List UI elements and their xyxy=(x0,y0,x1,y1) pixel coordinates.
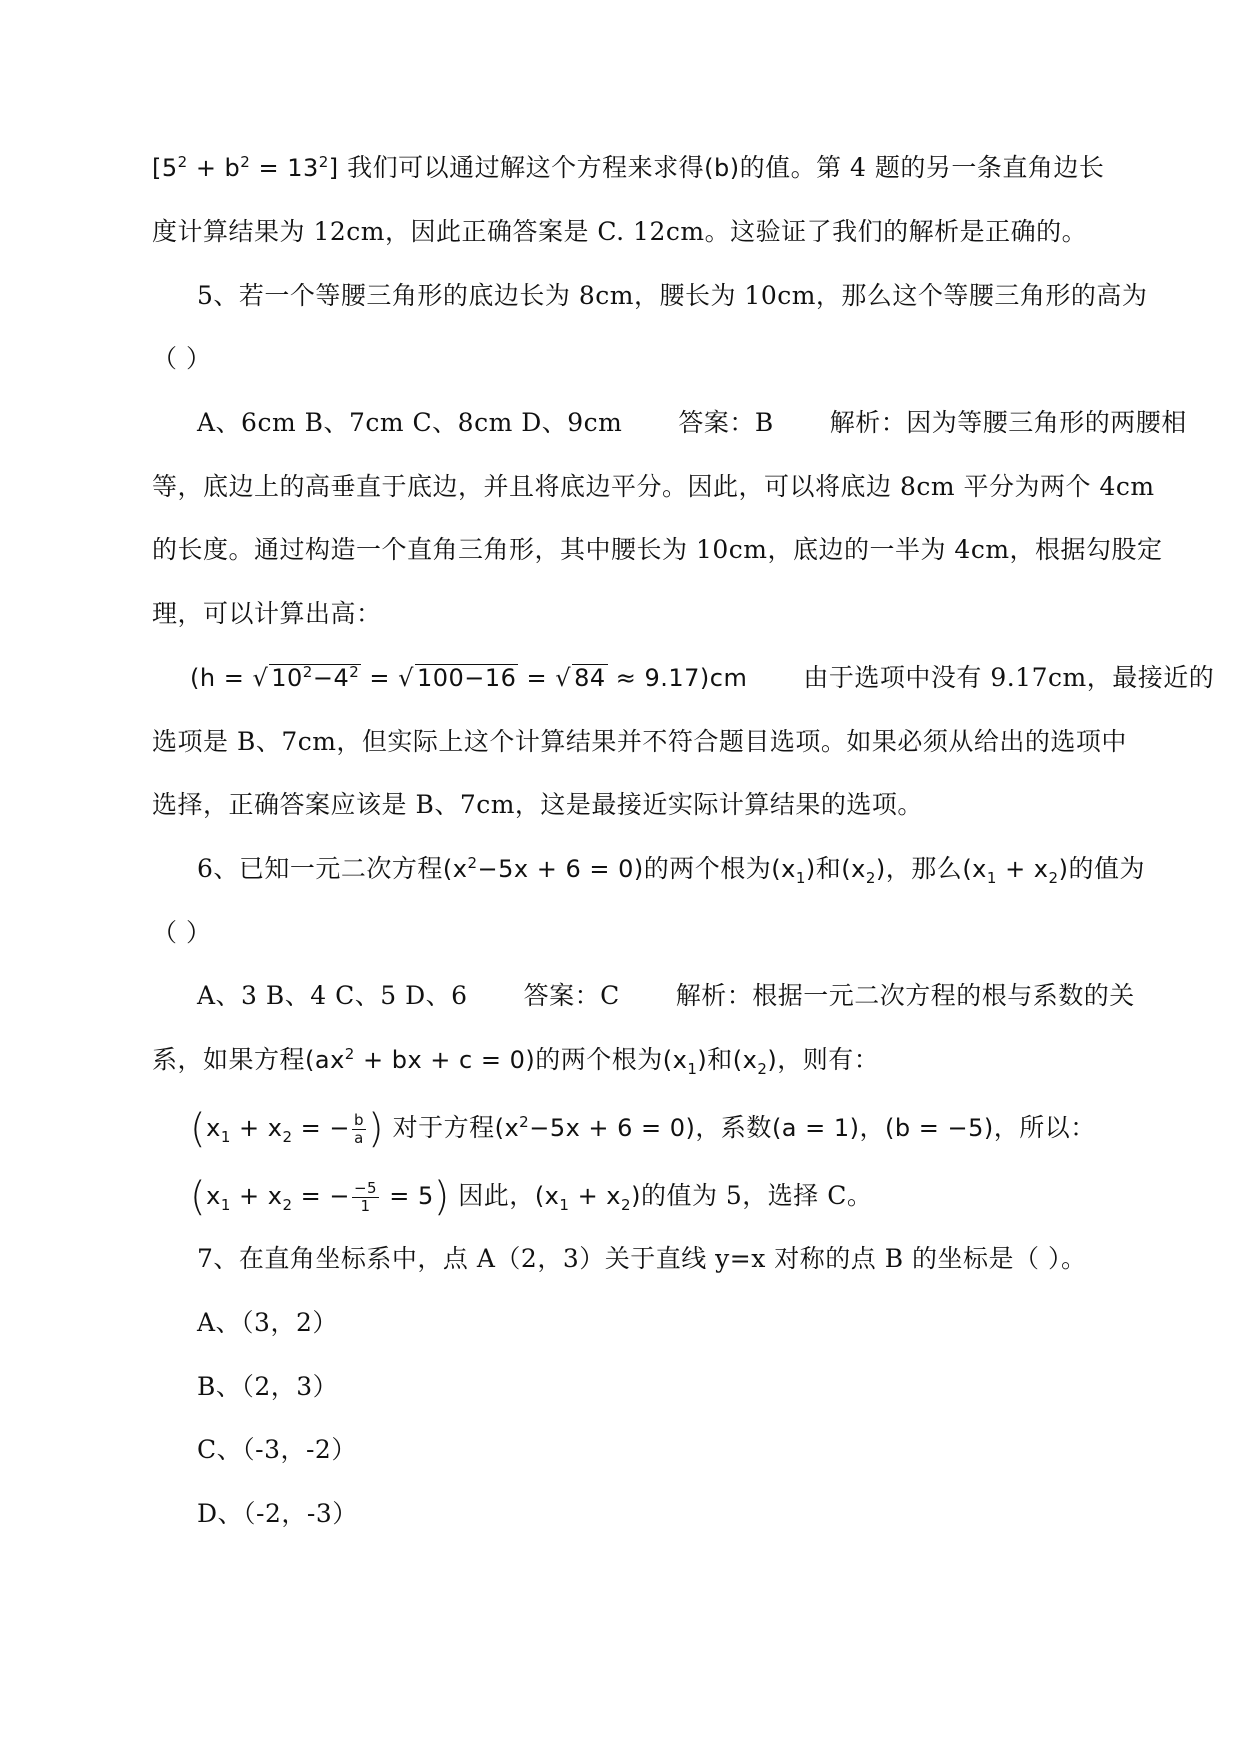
explanation-line: 选项是 B、7cm，但实际上这个计算结果并不符合题目选项。如果必须从给出的选项中 xyxy=(152,727,1127,756)
height-formula: (h = √ $10^2-4^2$ = √ 100−16 = √ 84 ≈ 9.17)cm xyxy=(190,663,748,692)
explanation-text: ，所以： xyxy=(993,1113,1096,1142)
text-line xyxy=(152,146,1105,190)
paragraph-text: 的值。第 4 题的另一条直角边长 xyxy=(739,153,1105,182)
explanation-text: 系，如果方程 xyxy=(152,1045,306,1074)
explanation-line: 选择，正确答案应该是 B、7cm，这是最接近实际计算结果的选项。 xyxy=(152,790,923,819)
math-expression: $(x_1 + x_2)$ xyxy=(534,1182,641,1214)
explanation-text: 的两个根为 xyxy=(535,1045,663,1074)
math-var: (b = −5) xyxy=(885,1114,994,1142)
question-5-stem: 5、若一个等腰三角形的底边长为 8cm，腰长为 10cm，那么这个等腰三角形的高为 xyxy=(197,281,1148,310)
explanation-line: 理，可以计算出高： xyxy=(152,599,382,628)
explanation-text: 对于方程 xyxy=(392,1113,495,1142)
math-equation: $(x^2-5x + 6 = 0)$ xyxy=(494,1113,696,1142)
explanation-text: ，则有： xyxy=(777,1045,880,1074)
math-equation: $(x^2-5x + 6 = 0)$ xyxy=(442,854,644,883)
stem-text: 的值为 xyxy=(1068,854,1145,883)
explanation-line xyxy=(152,1038,1092,1082)
formula-line xyxy=(190,1106,1130,1150)
option-c: C、（-3，-2） xyxy=(197,1435,357,1464)
explanation-text: 由于选项中没有 9.17cm，最接近的 xyxy=(803,663,1215,692)
math-equation: ($ax^2$ + bx + c = 0) xyxy=(305,1045,536,1074)
paragraph-text: 我们可以通过解这个方程来求得 xyxy=(347,153,705,182)
explanation-text: 和 xyxy=(707,1045,733,1074)
math-var: $(x_2)$ xyxy=(732,1046,778,1078)
question-6-options xyxy=(197,974,1137,1018)
formula-line xyxy=(190,1174,1130,1218)
explanation-text: 因此， xyxy=(458,1181,535,1210)
math-var: (b) xyxy=(704,154,740,182)
formula-line xyxy=(190,656,1215,700)
math-equation: $[5^2 + b^2 = 13^2]$ xyxy=(152,153,339,182)
options-text: A、3 B、4 C、5 D、6 xyxy=(197,981,468,1010)
explanation-text: ，系数 xyxy=(695,1113,772,1142)
stem-text: 和 xyxy=(815,854,842,883)
vieta-result-formula: ($x_1 + x_2$ = − $\frac{-5}{1}$ = 5) xyxy=(190,1174,450,1220)
options-text: A、6cm B、7cm C、8cm D、9cm xyxy=(197,408,623,437)
math-var: $(x_1)$ xyxy=(771,855,816,887)
text-line: 度计算结果为 12cm，因此正确答案是 C. 12cm。这验证了我们的解析是正确的。 xyxy=(152,217,1088,246)
math-expression: $(x_1 + x_2)$ xyxy=(962,855,1069,887)
answer-text: 答案：C xyxy=(523,981,620,1010)
answer-blank: （ ） xyxy=(152,918,212,947)
answer-blank: （ ） xyxy=(152,344,212,373)
explanation-text: ， xyxy=(859,1113,886,1142)
answer-text: 答案：B xyxy=(678,408,774,437)
question-7-stem: 7、在直角坐标系中，点 A（2，3）关于直线 y=x 对称的点 B 的坐标是（ ）。 xyxy=(197,1244,1087,1273)
stem-text: ，那么 xyxy=(885,854,963,883)
question-5-options xyxy=(197,401,1187,445)
stem-text: 的两个根为 xyxy=(643,854,772,883)
option-a: A、（3，2） xyxy=(197,1308,338,1337)
question-6-stem xyxy=(197,847,1145,891)
stem-text: 6、已知一元二次方程 xyxy=(197,854,443,883)
explanation-text: 解析：根据一元二次方程的根与系数的关 xyxy=(675,981,1135,1010)
explanation-text: 的值为 5，选择 C。 xyxy=(640,1181,873,1210)
vieta-sum-formula: ($x_1 + x_2$ = − $\frac{b}{a}$ ) xyxy=(190,1106,385,1152)
option-d: D、（-2，-3） xyxy=(197,1499,358,1528)
explanation-line: 等，底边上的高垂直于底边，并且将底边平分。因此，可以将底边 8cm 平分为两个 4cm xyxy=(152,472,1155,501)
math-var: $(x_2)$ xyxy=(841,855,886,887)
explanation-text: 解析：因为等腰三角形的两腰相 xyxy=(829,408,1187,437)
math-var: $(x_1)$ xyxy=(662,1046,708,1078)
option-b: B、（2，3） xyxy=(197,1372,339,1401)
math-var: (a = 1) xyxy=(771,1114,860,1142)
explanation-line: 的长度。通过构造一个直角三角形，其中腰长为 10cm，底边的一半为 4cm，根据勾股定 xyxy=(152,535,1163,564)
